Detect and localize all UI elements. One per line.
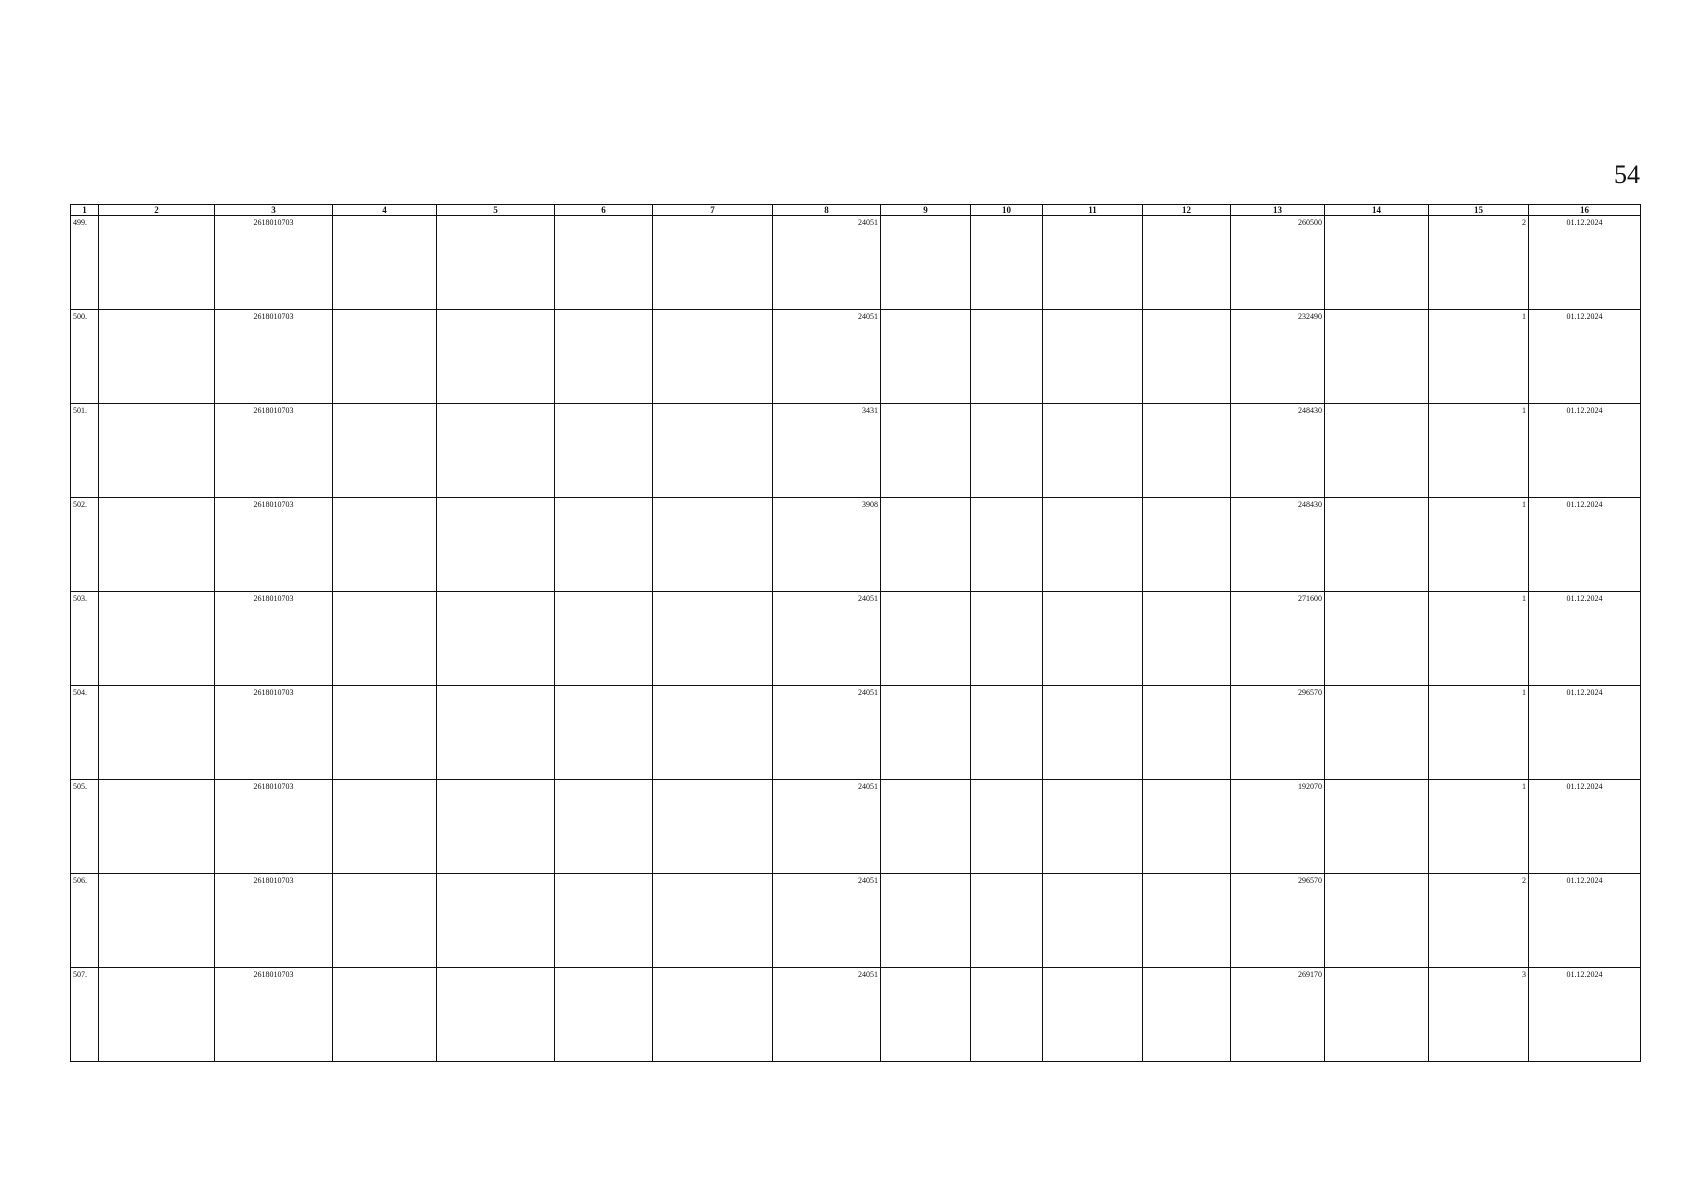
column-header: 5 xyxy=(437,205,555,216)
table-cell: 2618010703 xyxy=(215,498,333,592)
table-cell: 01.12.2024 xyxy=(1529,686,1641,780)
table-cell: 501. xyxy=(71,404,99,498)
column-header: 12 xyxy=(1143,205,1231,216)
table-row xyxy=(71,874,1641,968)
table-cell xyxy=(653,404,773,498)
table-cell xyxy=(971,404,1043,498)
table-cell xyxy=(99,968,215,1062)
table-cell: 01.12.2024 xyxy=(1529,874,1641,968)
table-cell xyxy=(1043,968,1143,1062)
table-cell xyxy=(1325,310,1429,404)
table-cell: 1 xyxy=(1429,780,1529,874)
table-cell xyxy=(555,404,653,498)
table-cell: 3 xyxy=(1429,968,1529,1062)
table-cell xyxy=(881,404,971,498)
table-cell: 2618010703 xyxy=(215,216,333,310)
column-header: 2 xyxy=(99,205,215,216)
table-cell xyxy=(333,216,437,310)
table-cell xyxy=(971,780,1043,874)
table-cell xyxy=(555,310,653,404)
table-row xyxy=(71,216,1641,310)
table-cell xyxy=(99,874,215,968)
table-cell xyxy=(971,874,1043,968)
table-cell xyxy=(555,780,653,874)
table-cell: 2618010703 xyxy=(215,780,333,874)
table-cell xyxy=(971,310,1043,404)
table-cell xyxy=(653,216,773,310)
table-cell: 248430 xyxy=(1231,404,1325,498)
column-header: 15 xyxy=(1429,205,1529,216)
table-cell xyxy=(1043,592,1143,686)
table-cell xyxy=(881,592,971,686)
table-cell: 1 xyxy=(1429,404,1529,498)
table-cell: 499. xyxy=(71,216,99,310)
table-cell: 24051 xyxy=(773,592,881,686)
table-row xyxy=(71,498,1641,592)
table-cell: 2 xyxy=(1429,216,1529,310)
table-cell xyxy=(333,498,437,592)
column-header: 11 xyxy=(1043,205,1143,216)
table-cell xyxy=(881,310,971,404)
table-cell xyxy=(437,592,555,686)
column-header: 4 xyxy=(333,205,437,216)
table-cell xyxy=(881,498,971,592)
column-header: 14 xyxy=(1325,205,1429,216)
table-cell xyxy=(437,310,555,404)
column-header: 6 xyxy=(555,205,653,216)
table-cell: 24051 xyxy=(773,874,881,968)
table-cell xyxy=(881,780,971,874)
table-cell xyxy=(653,686,773,780)
table-cell: 2618010703 xyxy=(215,592,333,686)
table-cell: 2618010703 xyxy=(215,686,333,780)
table-cell xyxy=(1143,686,1231,780)
table-cell xyxy=(333,404,437,498)
table-cell: 260500 xyxy=(1231,216,1325,310)
table-cell xyxy=(437,686,555,780)
table-cell xyxy=(1043,310,1143,404)
table-cell: 232490 xyxy=(1231,310,1325,404)
table-cell xyxy=(99,498,215,592)
table-cell xyxy=(881,874,971,968)
table-cell xyxy=(1043,404,1143,498)
table-row xyxy=(71,404,1641,498)
page-number: 54 xyxy=(1614,160,1640,189)
table-cell: 01.12.2024 xyxy=(1529,780,1641,874)
table-cell: 3908 xyxy=(773,498,881,592)
table-cell: 01.12.2024 xyxy=(1529,404,1641,498)
table-cell xyxy=(333,592,437,686)
table-cell: 1 xyxy=(1429,498,1529,592)
table-cell: 24051 xyxy=(773,310,881,404)
table-cell xyxy=(1043,686,1143,780)
table-cell: 502. xyxy=(71,498,99,592)
table-cell xyxy=(653,592,773,686)
table-cell xyxy=(1143,592,1231,686)
table-cell: 3431 xyxy=(773,404,881,498)
table-cell xyxy=(437,874,555,968)
table-cell xyxy=(333,780,437,874)
table-cell: 24051 xyxy=(773,780,881,874)
table-cell xyxy=(1143,310,1231,404)
table-cell xyxy=(1143,216,1231,310)
table-cell xyxy=(437,968,555,1062)
table-cell xyxy=(1325,498,1429,592)
table-cell: 24051 xyxy=(773,686,881,780)
column-header: 1 xyxy=(71,205,99,216)
table-cell: 296570 xyxy=(1231,686,1325,780)
table-cell: 271600 xyxy=(1231,592,1325,686)
table-cell xyxy=(555,592,653,686)
table-row xyxy=(71,968,1641,1062)
table-cell xyxy=(333,874,437,968)
table-cell xyxy=(99,686,215,780)
table-cell xyxy=(1325,686,1429,780)
table-cell: 2618010703 xyxy=(215,968,333,1062)
table-cell xyxy=(881,216,971,310)
table-cell xyxy=(437,404,555,498)
table-cell xyxy=(1043,498,1143,592)
table-cell xyxy=(437,780,555,874)
table-cell xyxy=(971,968,1043,1062)
table-cell: 192070 xyxy=(1231,780,1325,874)
table-cell xyxy=(1325,404,1429,498)
column-header: 13 xyxy=(1231,205,1325,216)
table-cell: 507. xyxy=(71,968,99,1062)
table-cell: 500. xyxy=(71,310,99,404)
table-cell xyxy=(653,874,773,968)
table-cell: 24051 xyxy=(773,216,881,310)
table-cell: 1 xyxy=(1429,686,1529,780)
table-cell xyxy=(1325,968,1429,1062)
table-cell xyxy=(1143,968,1231,1062)
table-cell xyxy=(1043,874,1143,968)
table-cell xyxy=(971,216,1043,310)
table-cell: 248430 xyxy=(1231,498,1325,592)
table-cell xyxy=(971,686,1043,780)
table-row xyxy=(71,780,1641,874)
table-cell xyxy=(971,592,1043,686)
table-cell: 505. xyxy=(71,780,99,874)
table-cell xyxy=(653,780,773,874)
table-cell xyxy=(653,310,773,404)
table-cell: 01.12.2024 xyxy=(1529,310,1641,404)
table-cell: 2618010703 xyxy=(215,404,333,498)
table-cell xyxy=(881,686,971,780)
table-cell: 504. xyxy=(71,686,99,780)
table-cell: 1 xyxy=(1429,592,1529,686)
table-cell xyxy=(1143,498,1231,592)
table-cell xyxy=(1143,874,1231,968)
table-cell xyxy=(1325,592,1429,686)
table-cell xyxy=(555,968,653,1062)
table-cell xyxy=(971,498,1043,592)
column-header: 10 xyxy=(971,205,1043,216)
table-cell xyxy=(99,216,215,310)
column-header: 9 xyxy=(881,205,971,216)
column-header: 3 xyxy=(215,205,333,216)
table-body xyxy=(71,216,1641,1062)
table-cell xyxy=(99,310,215,404)
table-cell: 506. xyxy=(71,874,99,968)
table-cell xyxy=(555,498,653,592)
table-cell xyxy=(1043,780,1143,874)
table-cell: 01.12.2024 xyxy=(1529,968,1641,1062)
table-cell xyxy=(1325,874,1429,968)
table-row xyxy=(71,686,1641,780)
table-cell xyxy=(333,968,437,1062)
table-cell: 1 xyxy=(1429,310,1529,404)
table-cell: 24051 xyxy=(773,968,881,1062)
column-header: 7 xyxy=(653,205,773,216)
table-cell xyxy=(1325,216,1429,310)
table-cell: 503. xyxy=(71,592,99,686)
table-cell xyxy=(333,310,437,404)
table-cell: 01.12.2024 xyxy=(1529,498,1641,592)
column-header: 16 xyxy=(1529,205,1641,216)
table-cell xyxy=(555,686,653,780)
table-cell xyxy=(653,968,773,1062)
table-cell xyxy=(1143,404,1231,498)
table-cell xyxy=(555,874,653,968)
table-cell: 01.12.2024 xyxy=(1529,216,1641,310)
table-cell xyxy=(555,216,653,310)
table-cell xyxy=(1325,780,1429,874)
table-cell: 2618010703 xyxy=(215,874,333,968)
register-table xyxy=(70,204,1641,1062)
table-cell xyxy=(653,498,773,592)
table-cell: 2 xyxy=(1429,874,1529,968)
table-cell xyxy=(881,968,971,1062)
table-cell xyxy=(437,216,555,310)
table-cell: 296570 xyxy=(1231,874,1325,968)
header-row xyxy=(71,205,1641,216)
table-cell: 269170 xyxy=(1231,968,1325,1062)
table-row xyxy=(71,592,1641,686)
table-cell: 2618010703 xyxy=(215,310,333,404)
table-cell xyxy=(99,404,215,498)
column-header: 8 xyxy=(773,205,881,216)
table-cell xyxy=(99,592,215,686)
table-cell xyxy=(333,686,437,780)
table-row xyxy=(71,310,1641,404)
table-cell xyxy=(437,498,555,592)
table-cell xyxy=(1143,780,1231,874)
table-cell xyxy=(1043,216,1143,310)
table-cell: 01.12.2024 xyxy=(1529,592,1641,686)
table-cell xyxy=(99,780,215,874)
